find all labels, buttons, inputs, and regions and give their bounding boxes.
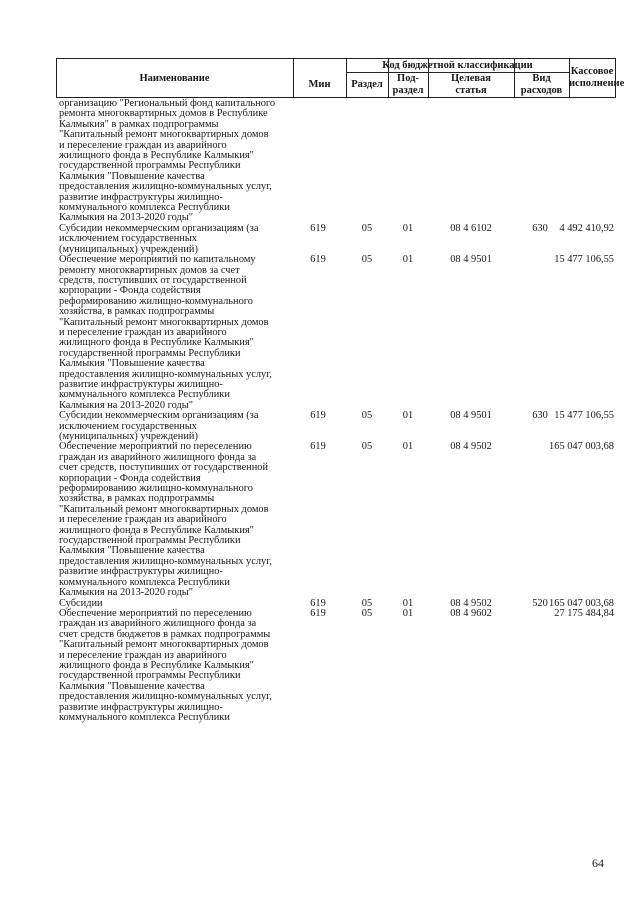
row-description: Обеспечение мероприятий по переселению граждан из аварийного жилищного фонда за счет средств бюджетов в рамках подпрограммы "Капитальный ремонт многоквартирных домов и переселение граждан из аварийного жилищного фонда в Республике Калмыкия" государственной программы Республики Калмыкия "Повышение качества предоставления жилищно-коммунальных услуг, развитие инфраструктуры жилищно- коммунального комплекса Республики <box>59 607 272 723</box>
header-col-vid: Вид расходов <box>520 73 563 96</box>
row-description: Субсидии <box>59 597 103 609</box>
header-budget-code: Код бюджетной классификации <box>382 60 533 71</box>
row-description: Обеспечение мероприятий по капитальному ремонту многоквартирных домов за счет средств, поступивших от государственной корпорации - Фонда содействия реформированию жилищно-коммунального хозяйства, в рамках подпрограммы "Капитальный ремонт многоквартирных домов и переселение граждан из аварийного жилищного фонда в Республике Калмыкия" государственной программы Республики Калмыкия "Повышение качества предоставления жилищно-коммунальных услуг, развитие инфраструктуры жилищно- коммунального комплекса Республики Калмыкия на 2013-2020 годы" <box>59 254 272 411</box>
cell-sum: 4 492 410,92 <box>559 222 614 234</box>
cell-razdel: 05 <box>361 607 373 619</box>
cell-podrazdel: 01 <box>402 607 414 619</box>
cell-razdel: 05 <box>361 222 373 234</box>
cell-sum: 27 175 484,84 <box>554 607 614 619</box>
header-name: Наименование <box>139 73 210 84</box>
cell-razdel: 05 <box>361 254 373 266</box>
cell-celevaya: 08 4 9502 <box>450 441 492 453</box>
cell-razdel: 05 <box>361 410 373 422</box>
cell-celevaya: 08 4 6102 <box>450 222 492 234</box>
cell-vid: 520 <box>532 597 548 609</box>
cell-podrazdel: 01 <box>402 254 414 266</box>
cell-podrazdel: 01 <box>402 222 414 234</box>
cell-sum: 15 477 106,55 <box>554 254 614 266</box>
cell-sum: 15 477 106,55 <box>554 410 614 422</box>
cell-razdel: 05 <box>361 441 373 453</box>
table-row <box>56 255 616 411</box>
cell-sum: 165 047 003,68 <box>549 441 614 453</box>
page-number: 64 <box>592 856 604 870</box>
row-description: Субсидии некоммерческим организациям (за исключением государственных (муниципальных) учреждений) <box>59 410 259 442</box>
cell-min: 619 <box>310 410 326 422</box>
row-description: Субсидии некоммерческим организациям (за исключением государственных (муниципальных) учреждений) <box>59 222 259 255</box>
row-description: организацию "Региональный фонд капитального ремонта многоквартирных домов в Республике Калмыкия" в рамках подпрограммы "Капитальный ремонт многоквартирных домов и переселение граждан из аварийного жилищного фонда в Республике Калмыкия" государственной программы Республики Калмыкия "Повышение качества предоставления жилищно-коммунальных услуг, развитие инфраструктуры жилищно- коммунального комплекса Республики Калмыкия на 2013-2020 годы" <box>59 98 276 224</box>
cell-sum: 165 047 003,68 <box>549 597 614 609</box>
table-row <box>56 99 616 224</box>
table-row <box>56 442 616 598</box>
cell-celevaya: 08 4 9502 <box>450 597 492 609</box>
cell-min: 619 <box>310 222 326 234</box>
cell-min: 619 <box>310 607 326 619</box>
cell-celevaya: 08 4 9501 <box>450 254 492 266</box>
header-cash-execution: Кассовое исполнение <box>569 66 625 89</box>
cell-vid: 630 <box>532 410 548 422</box>
cell-celevaya: 08 4 9602 <box>450 607 492 619</box>
cell-min: 619 <box>310 441 326 453</box>
table-body <box>56 99 616 723</box>
table-row <box>56 609 616 723</box>
table-row <box>56 224 616 255</box>
table-header <box>56 58 625 98</box>
header-col-razdel: Раздел <box>351 79 383 90</box>
cell-podrazdel: 01 <box>402 410 414 422</box>
cell-podrazdel: 01 <box>402 597 414 609</box>
cell-min: 619 <box>310 597 326 609</box>
header-col-min: Мин <box>308 79 331 90</box>
header-col-celevaya: Целевая статья <box>451 73 491 96</box>
table-row <box>56 411 616 442</box>
header-col-podrazdel: Под- раздел <box>392 73 424 96</box>
cell-razdel: 05 <box>361 597 373 609</box>
cell-vid: 630 <box>532 222 548 234</box>
cell-podrazdel: 01 <box>402 441 414 453</box>
row-description: Обеспечение мероприятий по переселению граждан из аварийного жилищного фонда за счет средств, поступивших от государственной корпорации - Фонда содействия реформированию жилищно-коммунального хозяйства, в рамках подпрограммы "Капитальный ремонт многоквартирных домов и переселение граждан из аварийного жилищного фонда в Республике Калмыкия" государственной программы Республики Калмыкия "Повышение качества предоставления жилищно-коммунальных услуг, развитие инфраструктуры жилищно- коммунального комплекса Республики Калмыкия на 2013-2020 годы" <box>59 441 272 599</box>
cell-celevaya: 08 4 9501 <box>450 410 492 422</box>
cell-min: 619 <box>310 254 326 266</box>
